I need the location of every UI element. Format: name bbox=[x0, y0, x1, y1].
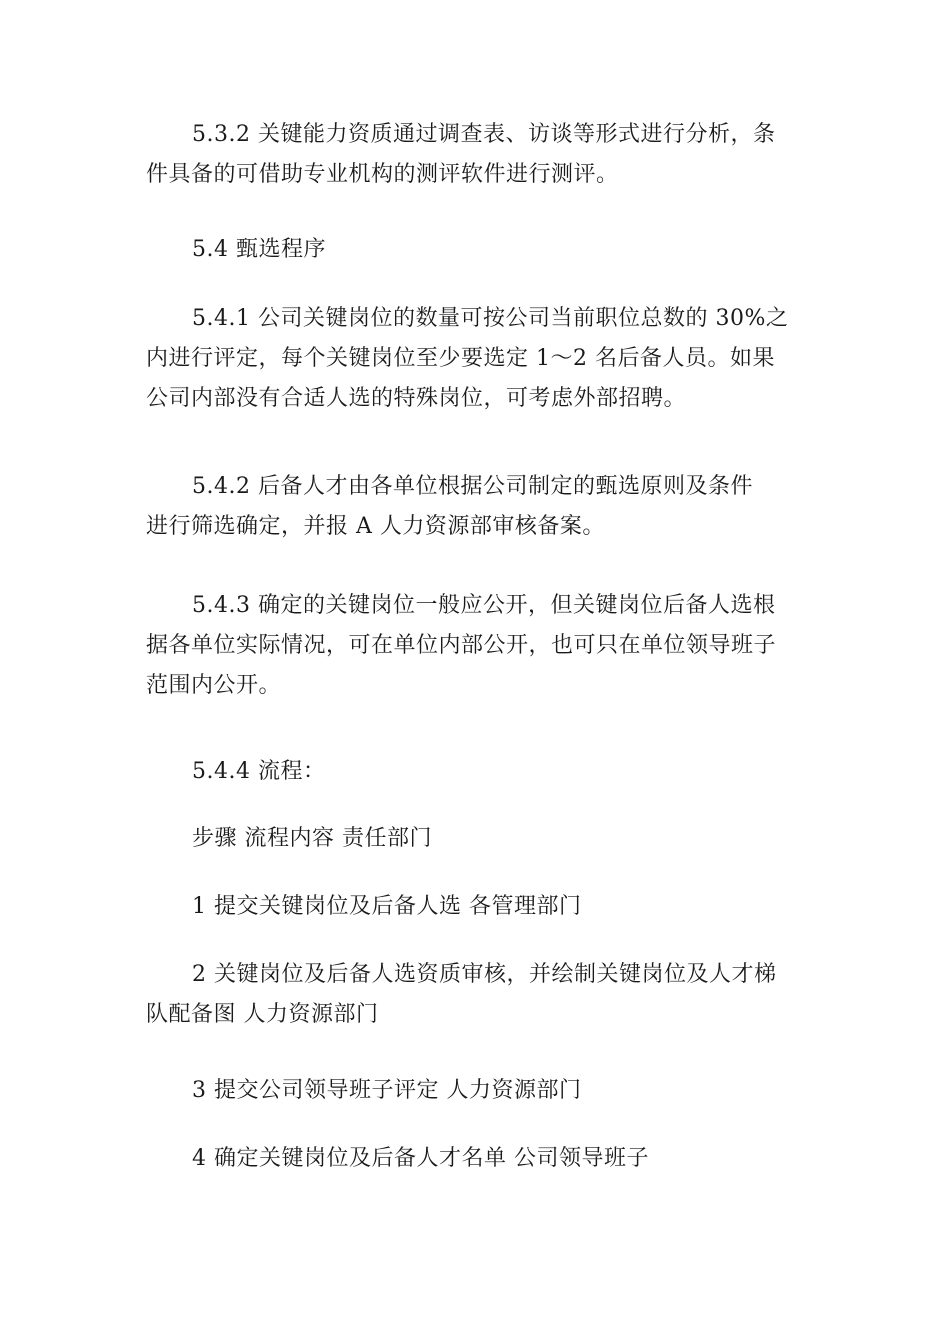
paragraph-line: 件具备的可借助专业机构的测评软件进行测评。 bbox=[146, 162, 619, 187]
paragraph-line: 2 关键岗位及后备人选资质审核，并绘制关键岗位及人才梯 bbox=[192, 962, 777, 987]
paragraph-line: 4 确定关键岗位及后备人才名单 公司领导班子 bbox=[192, 1146, 649, 1171]
paragraph-line: 进行筛选确定，并报 A 人力资源部审核备案。 bbox=[146, 514, 605, 539]
process-step-4 bbox=[146, 1139, 812, 1179]
paragraph-line: 步骤 流程内容 责任部门 bbox=[192, 826, 432, 851]
paragraph-line: 5.4 甄选程序 bbox=[192, 237, 326, 262]
paragraph-line: 5.4.2 后备人才由各单位根据公司制定的甄选原则及条件 bbox=[192, 474, 753, 499]
process-table-header bbox=[146, 819, 812, 859]
process-step-3 bbox=[146, 1071, 812, 1111]
paragraph-5-3-2 bbox=[146, 115, 812, 195]
paragraph-line: 1 提交关键岗位及后备人选 各管理部门 bbox=[192, 894, 582, 919]
paragraph-line: 5.4.3 确定的关键岗位一般应公开，但关键岗位后备人选根 bbox=[192, 593, 776, 618]
process-step-1 bbox=[146, 887, 812, 927]
process-step-2 bbox=[146, 955, 812, 1035]
paragraph-line: 范围内公开。 bbox=[146, 673, 282, 698]
paragraph-line: 5.4.1 公司关键岗位的数量可按公司当前职位总数的 30%之 bbox=[192, 306, 789, 331]
paragraph-5-4-3 bbox=[146, 586, 812, 706]
paragraph-5-4-2 bbox=[146, 467, 812, 547]
paragraph-5-4-1 bbox=[146, 299, 812, 419]
paragraph-line: 公司内部没有合适人选的特殊岗位，可考虑外部招聘。 bbox=[146, 386, 687, 411]
paragraph-line: 5.4.4 流程： bbox=[192, 759, 326, 784]
paragraph-line: 5.3.2 关键能力资质通过调查表、访谈等形式进行分析，条 bbox=[192, 122, 776, 147]
paragraph-line: 内进行评定，每个关键岗位至少要选定 1～2 名后备人员。如果 bbox=[146, 346, 775, 371]
paragraph-5-4-4 bbox=[146, 752, 812, 792]
paragraph-line: 3 提交公司领导班子评定 人力资源部门 bbox=[192, 1078, 582, 1103]
paragraph-line: 队配备图 人力资源部门 bbox=[146, 1002, 379, 1027]
paragraph-line: 据各单位实际情况，可在单位内部公开，也可只在单位领导班子 bbox=[146, 633, 777, 658]
section-heading-5-4 bbox=[146, 230, 812, 270]
